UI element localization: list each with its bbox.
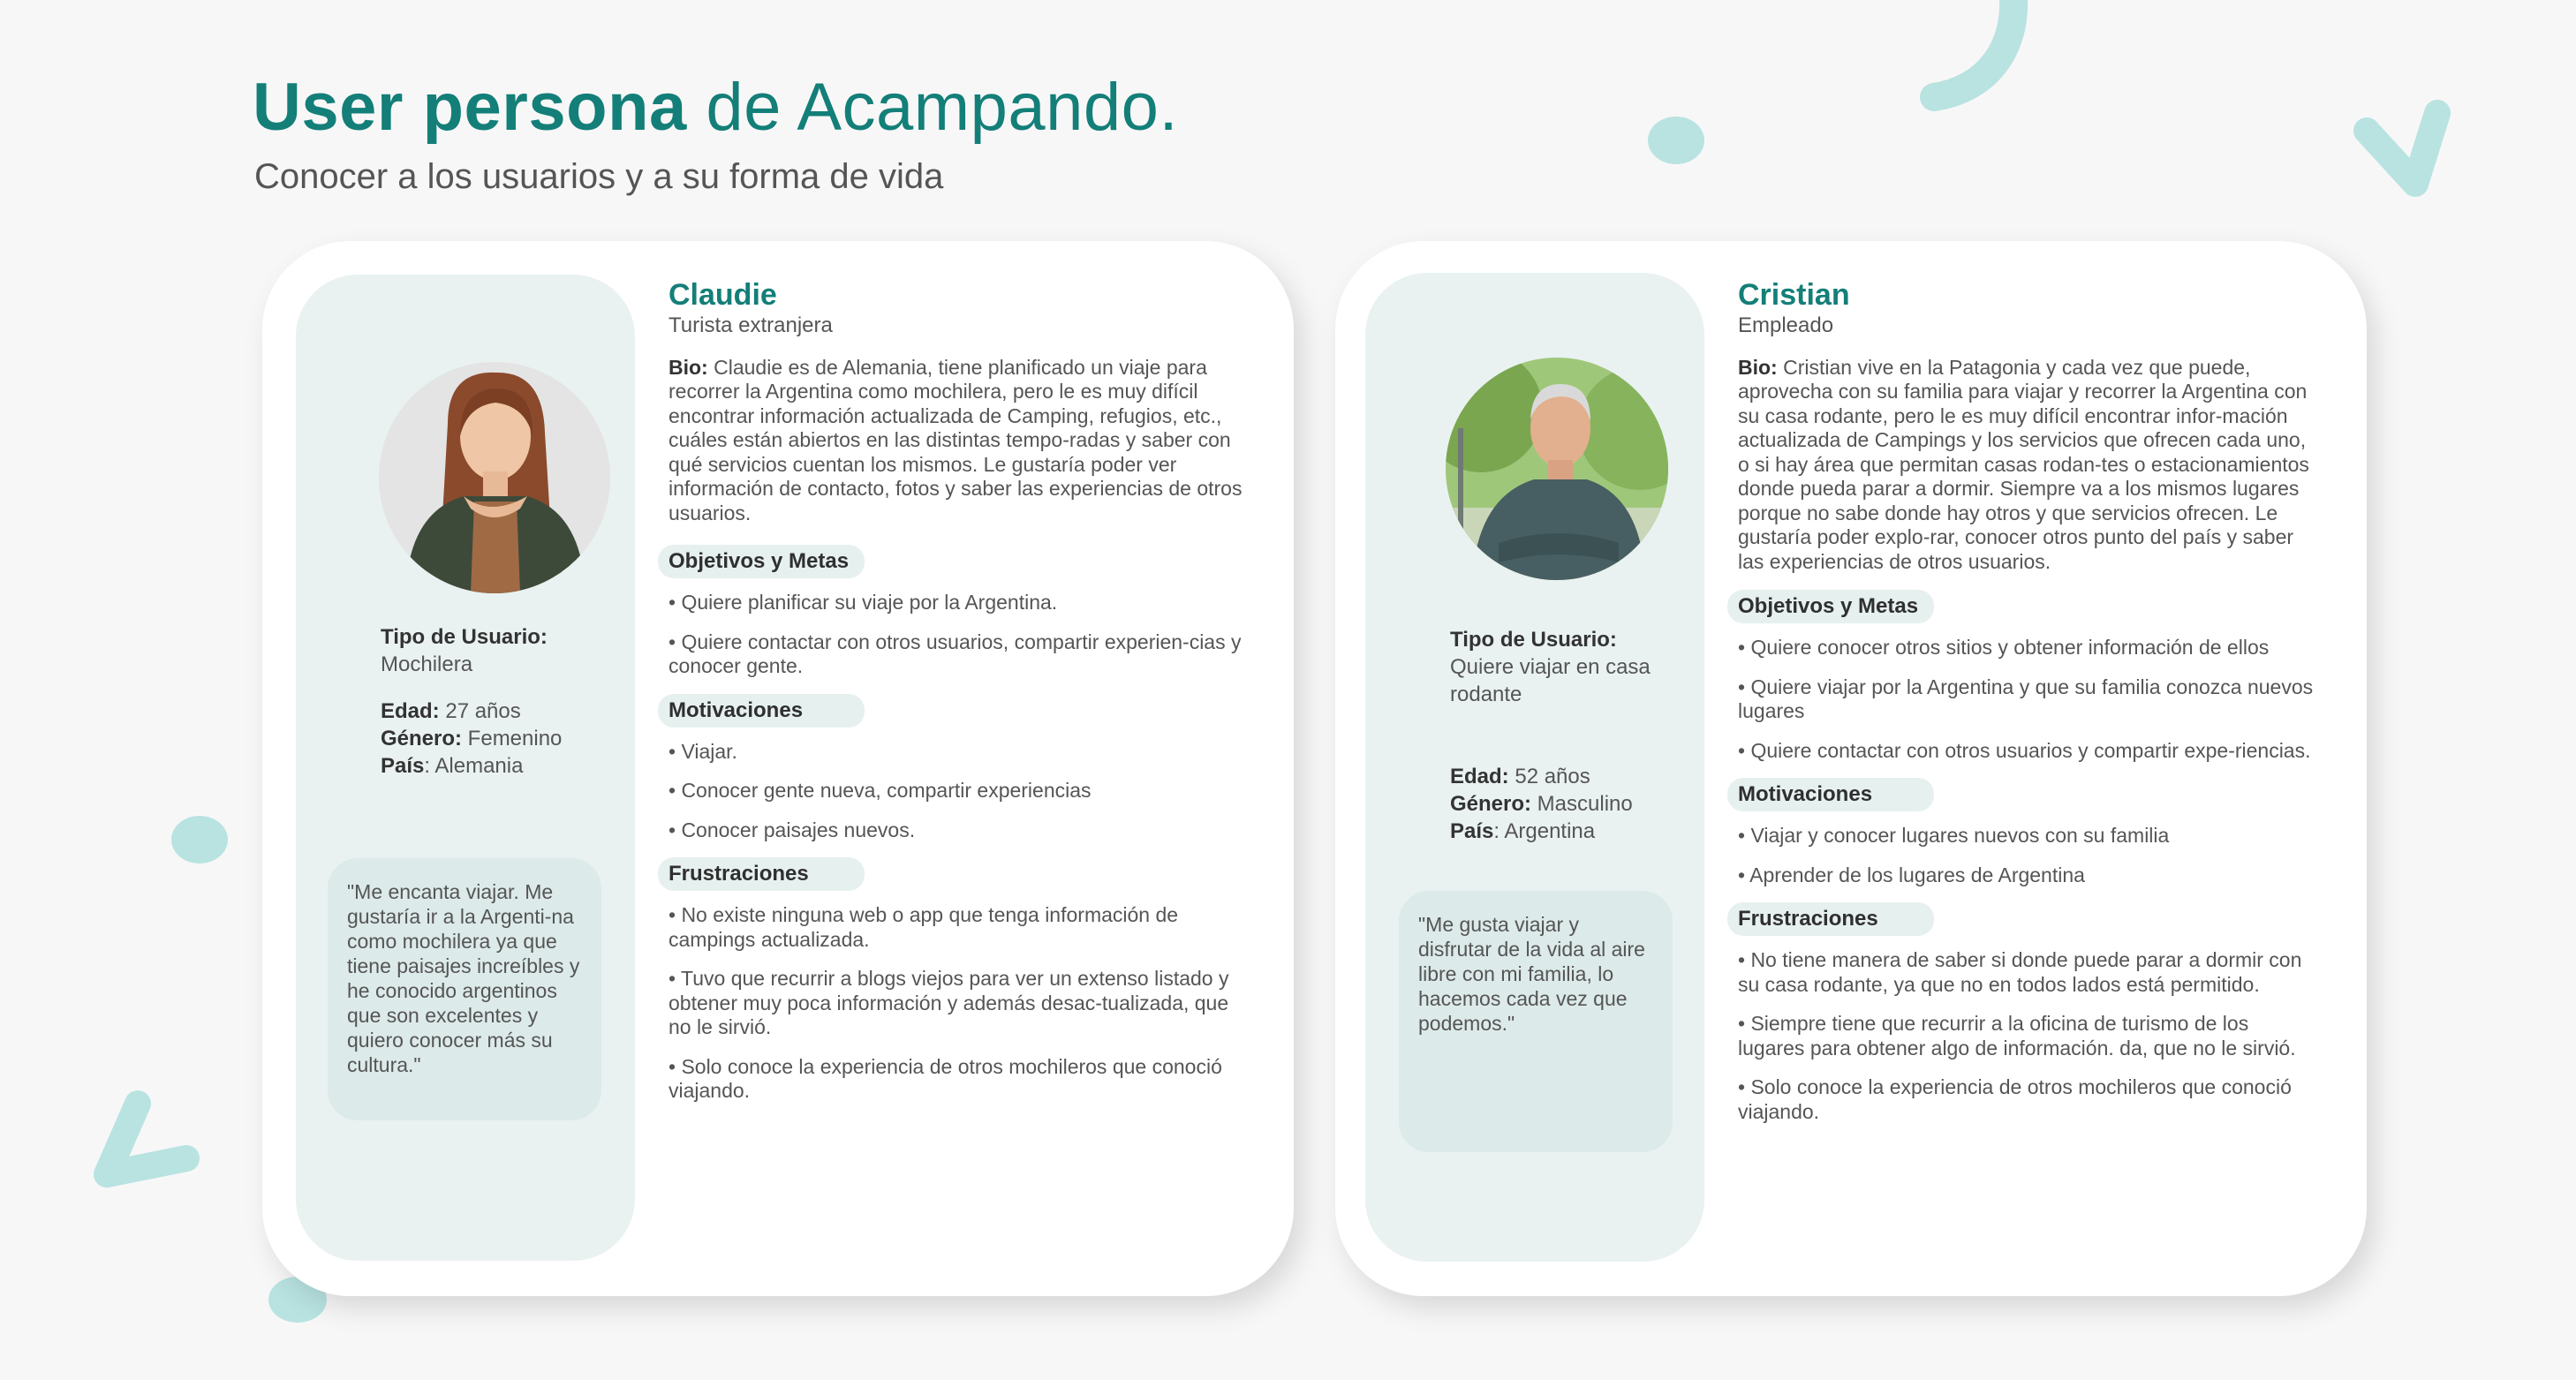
arc-decoration-icon <box>1916 0 2049 115</box>
persona-bio <box>669 356 1243 526</box>
list-item: • Solo conoce la experiencia de otros mochileros que conoció viajando. <box>669 1054 1222 1103</box>
section-title-objetivos: Objetivos y Metas <box>658 545 865 578</box>
pais-value: : Argentina <box>1493 819 1596 843</box>
list-item: • Quiere contactar con otros usuarios, compartir experien-cias y conocer gente. <box>669 630 1242 678</box>
list-item: • Quiere planificar su viaje por la Argentina. <box>669 591 1058 615</box>
section-list-frustraciones <box>1738 948 2321 1124</box>
list-item: • No existe ninguna web o app que tenga información de campings actualizada. <box>669 903 1179 951</box>
pais-label: País <box>1450 819 1494 843</box>
page-title-bold: User persona <box>253 70 687 145</box>
persona-details <box>381 623 628 780</box>
edad-value: 52 años <box>1508 765 1590 788</box>
chevron-decoration-icon <box>85 1086 208 1201</box>
list-item: • Viajar y conocer lugares nuevos con su familia <box>1738 824 2170 848</box>
tipo-label: Tipo de Usuario: <box>381 625 548 649</box>
pais-label: País <box>381 754 425 778</box>
list-item: • Viajar. <box>669 739 737 763</box>
list-item: • Siempre tiene que recurrir a la oficina de turismo de los lugares para obtener algo de información. da, que no le sirvió. <box>1738 1012 2296 1060</box>
bio-text: Cristian vive en la Patagonia y cada vez que puede, aprovecha con su familia para viajar y recorrer la Argentina con su casa rodante, pero le es muy difícil encontrar infor-mación actualizada de Campings y los servicios que ofrecen cada uno, o si hay área que permitan casas rodan-tes o estacionamientos donde pueda parar a dormir. Siempre va a los mismos lugares porque no sabe donde hay otros y que servicios ofrecen. Le gustaría poder explo-rar, conocer otros punto del país y saber las experiencias de otros usuarios. <box>1738 355 2309 573</box>
edad-value: 27 años <box>439 699 521 723</box>
persona-details <box>1450 626 1706 845</box>
list-item: • Conocer gente nueva, compartir experiencias <box>669 779 1092 803</box>
man-portrait-photo <box>1446 358 1668 580</box>
tipo-label: Tipo de Usuario: <box>1450 628 1617 652</box>
page-title-light: de Acampando. <box>686 70 1179 145</box>
page-title <box>253 70 1179 145</box>
edad-label: Edad: <box>381 699 440 723</box>
list-item: • Quiere viajar por la Argentina y que su familia conozca nuevos lugares <box>1738 675 2314 723</box>
list-item: • Conocer paisajes nuevos. <box>669 818 916 841</box>
woman-portrait-photo <box>379 362 610 593</box>
check-decoration-icon <box>2349 95 2464 210</box>
section-list-frustraciones <box>669 903 1243 1104</box>
genero-value: Femenino <box>462 727 563 750</box>
page-subtitle: Conocer a los usuarios y a su forma de vida <box>254 157 944 196</box>
persona-main <box>669 280 1243 1119</box>
persona-bio <box>1738 356 2321 575</box>
section-list-objetivos <box>669 591 1243 679</box>
list-item: • Quiere contactar con otros usuarios y compartir expe-riencias. <box>1738 738 2311 762</box>
list-item: • Quiere conocer otros sitios y obtener información de ellos <box>1738 636 2270 660</box>
blob-decoration-icon <box>1648 117 1704 164</box>
pais-value: : Alemania <box>424 754 524 778</box>
section-title-frustraciones: Frustraciones <box>658 857 865 891</box>
persona-main <box>1738 280 2321 1139</box>
list-item: • Tuvo que recurrir a blogs viejos para ver un extenso listado y obtener muy poca información y además desac-tualizada, que no le sirvió. <box>669 967 1229 1039</box>
persona-card-cristian <box>1335 241 2367 1296</box>
blob-decoration-icon <box>171 816 228 863</box>
persona-name: Claudie <box>669 278 777 312</box>
bio-label: Bio: <box>669 355 708 379</box>
section-list-motivaciones <box>669 740 1243 843</box>
section-title-motivaciones: Motivaciones <box>1727 778 1934 811</box>
tipo-value: Quiere viajar en casa rodante <box>1450 655 1651 706</box>
section-list-objetivos <box>1738 636 2321 763</box>
persona-name: Cristian <box>1738 278 1850 312</box>
persona-side-panel <box>1365 273 1704 1262</box>
genero-label: Género: <box>381 727 463 750</box>
genero-label: Género: <box>1450 792 1532 816</box>
persona-side-panel <box>296 275 635 1261</box>
bio-text: Claudie es de Alemania, tiene planificado un viaje para recorrer la Argentina como mochilera, pero le es muy difícil encontrar información actualizada de Camping, refugios, etc., cuáles están abiertos en las distintas tempo-radas y saber con qué servicios cuentan los mismos. Le gustaría poder ver información de contacto, fotos y saber las experiencias de otros usuarios. <box>669 355 1243 524</box>
section-title-motivaciones: Motivaciones <box>658 694 865 728</box>
section-title-objetivos: Objetivos y Metas <box>1727 590 1934 623</box>
persona-quote: "Me gusta viajar y disfrutar de la vida al aire libre con mi familia, lo hacemos cada vez que podemos." <box>1399 891 1673 1152</box>
list-item: • No tiene manera de saber si donde puede parar a dormir con su casa rodante, ya que no en todos lados está permitido. <box>1738 948 2302 996</box>
list-item: • Aprender de los lugares de Argentina <box>1738 863 2085 886</box>
edad-label: Edad: <box>1450 765 1509 788</box>
tipo-value: Mochilera <box>381 652 473 676</box>
list-item: • Solo conoce la experiencia de otros mochileros que conoció viajando. <box>1738 1075 2292 1123</box>
section-title-frustraciones: Frustraciones <box>1727 902 1934 936</box>
persona-quote: "Me encanta viajar. Me gustaría ir a la Argenti-na como mochilera ya que tiene paisajes increíbles y he conocido argentinos que son excelentes y quiero conocer más su cultura." <box>328 858 601 1120</box>
bio-label: Bio: <box>1738 355 1778 379</box>
section-list-motivaciones <box>1738 824 2321 887</box>
genero-value: Masculino <box>1531 792 1633 816</box>
persona-role: Turista extranjera <box>669 313 833 337</box>
persona-card-claudie <box>262 241 1294 1296</box>
persona-role: Empleado <box>1738 313 1834 337</box>
